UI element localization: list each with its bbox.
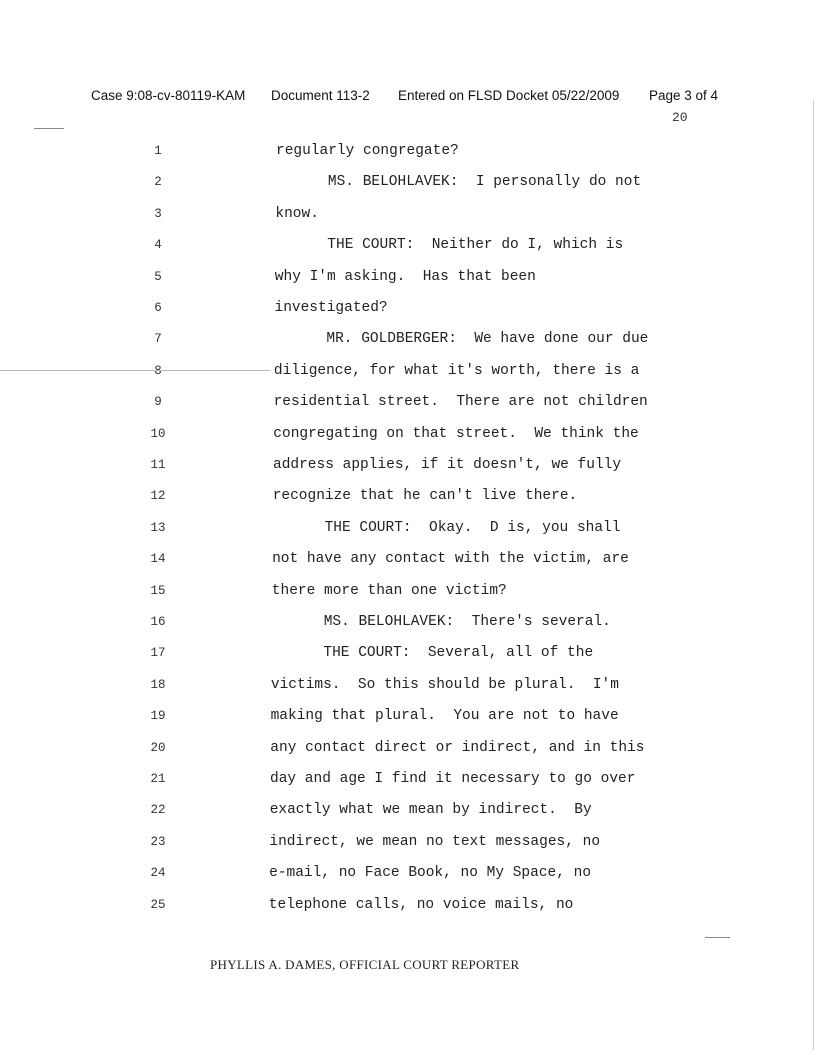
page-edge [813,100,814,1050]
line-number: 12 [150,489,166,504]
scan-mark [34,128,64,129]
line-number: 16 [150,615,166,629]
line-number: 23 [150,834,166,849]
line-number: 17 [150,646,166,661]
line-number: 3 [154,206,162,221]
page-indicator: Page 3 of 4 [649,88,719,103]
transcript-line: investigated? [274,300,388,316]
line-number: 13 [150,520,166,535]
transcript-line: regularly congregate? [276,143,459,159]
line-number: 21 [150,772,166,786]
line-number: 20 [150,740,166,755]
document-number: Document 113-2 [271,88,370,103]
line-number: 7 [154,332,162,347]
transcript-line: exactly what we mean by indirect. By [269,802,592,819]
transcript-line: MS. BELOHLAVEK: There's several. [271,614,611,630]
scan-mark [0,370,270,371]
transcript-line: residential street. There are not children [273,394,648,411]
line-number: 19 [150,709,166,724]
transcript-page-number: 20 [672,110,688,125]
case-number: Case 9:08-cv-80119-KAM [91,88,246,103]
transcript-line: telephone calls, no voice mails, no [268,896,574,913]
line-number: 22 [150,803,166,818]
line-number: 24 [150,866,166,881]
line-number: 10 [150,426,166,441]
line-number: 11 [150,458,166,472]
transcript-line: THE COURT: Okay. D is, you shall [272,519,621,536]
transcript-line: address applies, if it doesn't, we fully [273,457,622,473]
transcript-line: THE COURT: Several, all of the [271,645,594,662]
transcript-line: indirect, we mean no text messages, no [269,833,601,850]
line-number: 6 [154,301,162,315]
transcript-line: THE COURT: Neither do I, which is [275,237,624,254]
transcript-line: know. [275,205,319,222]
transcript-line: congregating on that street. We think the [273,425,639,442]
line-number: 15 [150,583,166,598]
transcript-line: diligence, for what it's worth, there is a [273,362,640,379]
transcript-line: any contact direct or indirect, and in this [270,739,645,756]
line-number: 14 [150,552,166,567]
line-number: 2 [154,175,162,190]
transcript-line: e-mail, no Face Book, no My Space, no [269,865,592,882]
line-number: 1 [154,144,162,158]
entered-date: Entered on FLSD Docket 05/22/2009 [398,88,620,103]
line-number: 5 [154,269,162,284]
transcript-line: making that plural. You are not to have [270,708,619,725]
scan-mark [705,937,730,938]
transcript-line: why I'm asking. Has that been [274,268,536,285]
line-number: 9 [154,395,162,410]
line-number: 4 [154,238,162,253]
transcript-line: not have any contact with the victim, are [272,551,629,568]
line-number: 25 [150,897,166,912]
transcript-line: MS. BELOHLAVEK: I personally do not [275,174,642,191]
transcript-line: there more than one victim? [271,582,507,599]
transcript-line: day and age I find it necessary to go over [270,771,636,787]
court-reporter-footer: PHYLLIS A. DAMES, OFFICIAL COURT REPORTER [210,957,520,972]
transcript-line: victims. So this should be plural. I'm [270,676,619,693]
transcript-line: recognize that he can't live there. [272,488,578,505]
transcript-line: MR. GOLDBERGER: We have done our due [274,331,649,348]
line-number: 18 [150,677,166,692]
